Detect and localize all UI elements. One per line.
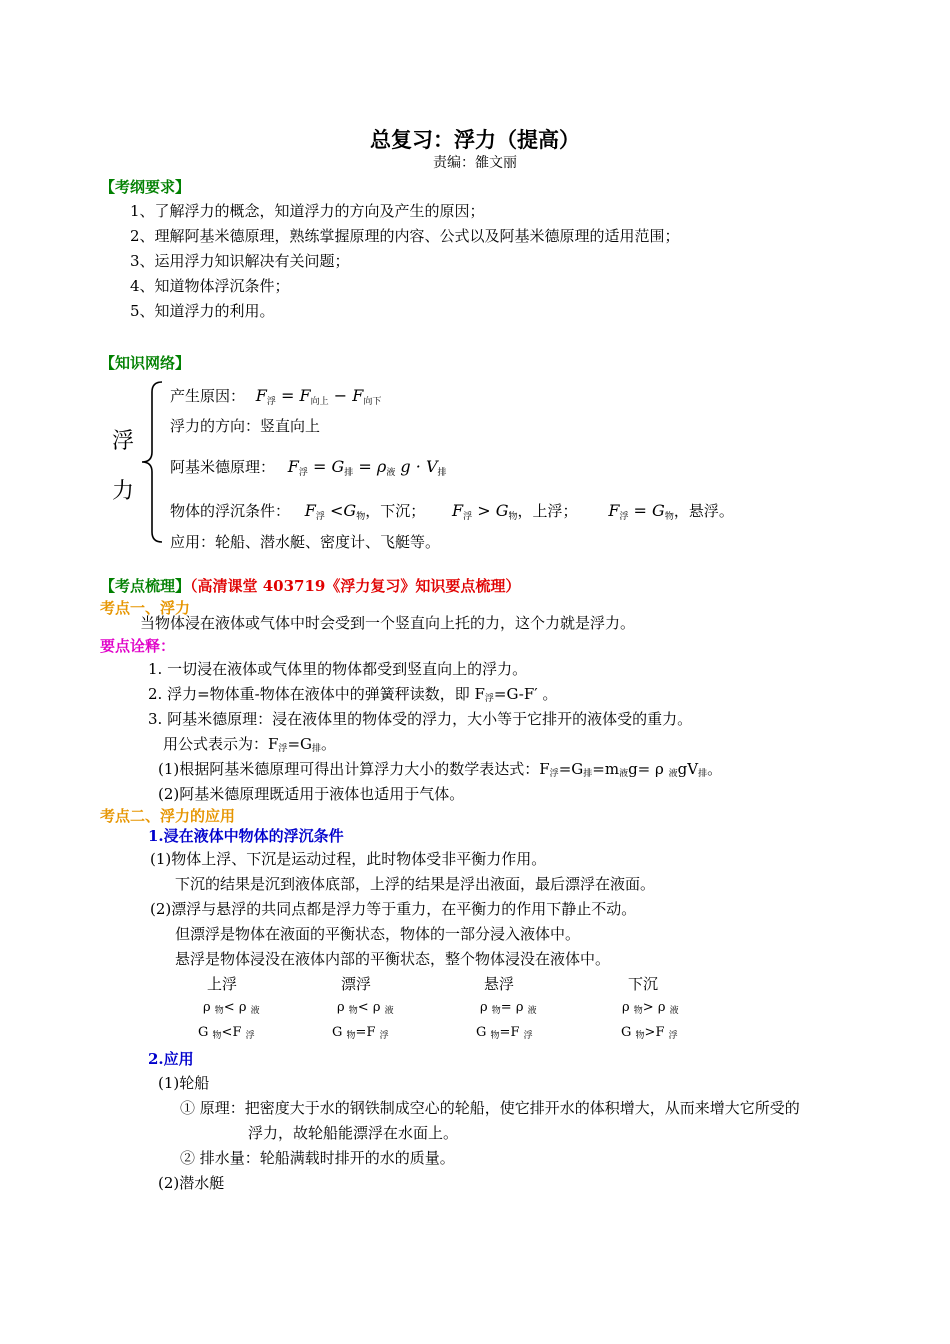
table-cell: G $_物$=F $_浮$ — [476, 1025, 533, 1041]
point1-formula: 用公式表示为：$F_浮=G_排$。 — [163, 735, 337, 754]
point2-text: (1)轮船 — [158, 1074, 210, 1092]
table-cell: ρ $_物$> ρ $_液$ — [622, 1000, 679, 1016]
point1-title: 考点一、浮力 — [100, 599, 191, 617]
brace-icon — [138, 378, 168, 546]
point2-text: (2)潜水艇 — [158, 1174, 225, 1192]
archimedes-formula: F浮 = G排 = ρ液 g · V排 — [287, 457, 447, 478]
points-heading-note: （高清课堂 403719《浮力复习》知识要点梳理） — [190, 577, 521, 595]
network-heading: 【知识网络】 — [100, 354, 191, 372]
editor-line: 责编：雒文丽 — [433, 155, 517, 171]
rise-formula: F浮 > G物 — [452, 501, 518, 522]
point1-definition: 当物体浸在液体或气体中时会受到一个竖直向上托的力，这个力就是浮力。 — [140, 614, 636, 632]
point2-text: 下沉的结果是沉到液体底部，上浮的结果是浮出液面，最后漂浮在液面。 — [175, 875, 656, 893]
cause-formula: F浮 = F向上 − F向下 — [255, 386, 382, 407]
branch-applications: 应用：轮船、潜水艇、密度计、飞艇等。 — [170, 533, 441, 551]
point2-text: (1)物体上浮、下沉是运动过程，此时物体受非平衡力作用。 — [150, 850, 547, 868]
point2-text: (2)漂浮与悬浮的共同点都是浮力等于重力，在平衡力的作用下静止不动。 — [150, 900, 637, 918]
point2-title: 考点二、浮力的应用 — [100, 807, 236, 825]
branch-cause: 产生原因： F浮 = F向上 − F向下 — [170, 386, 382, 407]
table-cell: G $_物$>F $_浮$ — [621, 1025, 678, 1041]
point2-text: ① 原理：把密度大于水的钢铁制成空心的轮船，使它排开水的体积增大，从而来增大它所受的 — [180, 1099, 800, 1117]
point2-text: 但漂浮是物体在液面的平衡状态，物体的一部分浸入液体中。 — [175, 925, 581, 943]
point2-text: 浮力，故轮船能漂浮在水面上。 — [248, 1124, 459, 1142]
table-header: 漂浮 — [341, 975, 372, 993]
branch-archimedes: 阿基米德原理： F浮 = G排 = ρ液 g · V排 — [170, 457, 447, 478]
network-root-top: 浮 — [112, 429, 135, 454]
table-cell: ρ $_物$= ρ $_液$ — [480, 1000, 537, 1016]
table-header: 悬浮 — [484, 975, 515, 993]
outline-item: 1、了解浮力的概念，知道浮力的方向及产生的原因； — [130, 202, 485, 220]
point2-text: ② 排水量：轮船满载时排开的水的质量。 — [180, 1149, 455, 1167]
sink-formula: F浮 <G物 — [304, 501, 366, 522]
outline-item: 2、理解阿基米德原理，熟练掌握原理的内容、公式以及阿基米德原理的适用范围； — [130, 227, 680, 245]
point1-item: 2. 浮力=物体重-物体在液体中的弹簧秤读数，即 $F_浮=G-F'$ 。 — [148, 685, 558, 704]
point1-item: 3. 阿基米德原理：浸在液体里的物体受的浮力，大小等于它排开的液体受的重力。 — [148, 710, 693, 728]
table-cell: ρ $_物$< ρ $_液$ — [203, 1000, 260, 1016]
point2-section1: 1.浸在液体中物体的浮沉条件 — [148, 827, 344, 845]
outline-item: 5、知道浮力的利用。 — [130, 302, 275, 320]
table-cell: G $_物$<F $_浮$ — [198, 1025, 255, 1041]
point1-item: 1. 一切浸在液体或气体里的物体都受到竖直向上的浮力。 — [148, 660, 528, 678]
table-cell: G $_物$=F $_浮$ — [332, 1025, 389, 1041]
branch-direction: 浮力的方向：竖直向上 — [170, 417, 321, 435]
point2-text: 悬浮是物体浸没在液体内部的平衡状态，整个物体浸没在液体中。 — [175, 950, 611, 968]
points-heading-line — [100, 575, 520, 596]
network-root-bottom: 力 — [112, 479, 135, 504]
suspend-formula: F浮 = G物 — [608, 501, 674, 522]
table-cell: ρ $_物$< ρ $_液$ — [337, 1000, 394, 1016]
branch-conditions: 物体的浮沉条件： F浮 <G物，下沉； F浮 > G物，上浮； F浮 = G物，悬浮。 — [170, 501, 734, 522]
table-header: 上浮 — [207, 975, 238, 993]
point2-section2: 2.应用 — [148, 1050, 194, 1068]
outline-heading: 【考纲要求】 — [100, 178, 191, 196]
point1-item: (2)阿基米德原理既适用于液体也适用于气体。 — [158, 785, 465, 803]
points-heading: 【考点梳理】 — [100, 577, 191, 595]
outline-item: 4、知道物体浮沉条件； — [130, 277, 290, 295]
table-header: 下沉 — [628, 975, 659, 993]
outline-item: 3、运用浮力知识解决有关问题； — [130, 252, 350, 270]
point1-item: (1)根据阿基米德原理可得出计算浮力大小的数学表达式：$F_浮=G_排=m_液g= \rho$ $_液gV_排$。 — [158, 760, 723, 779]
point1-key-heading: 要点诠释： — [100, 637, 176, 655]
page-title: 总复习：浮力（提高） — [370, 127, 580, 152]
